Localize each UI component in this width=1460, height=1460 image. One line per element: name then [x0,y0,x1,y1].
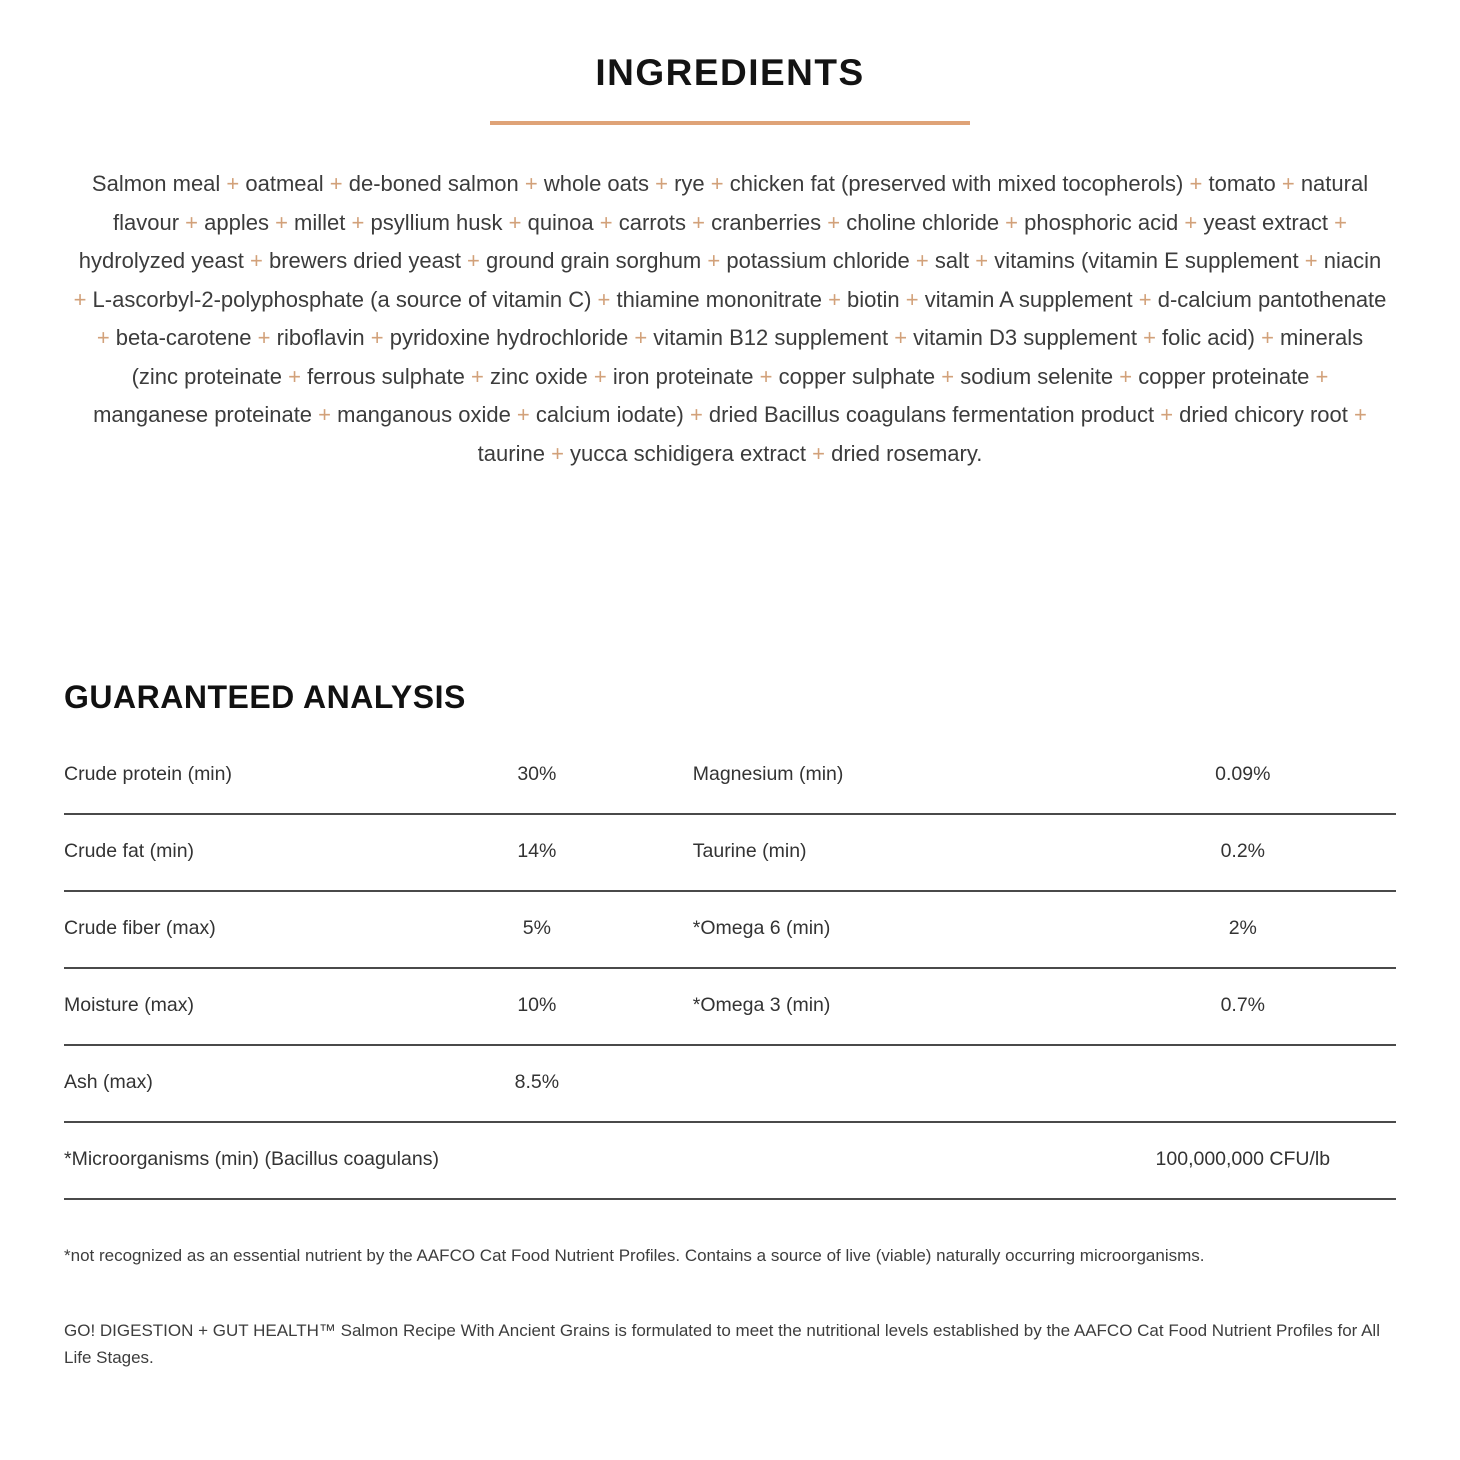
plus-separator: + [1328,209,1348,235]
ingredient-item: riboflavin [276,325,365,350]
analysis-value2: 0.09% [1215,763,1271,785]
ingredient-item: choline chloride [846,209,1000,235]
ingredient-item: natural flavour [112,171,1369,235]
ingredient-item: folic acid) [1162,325,1255,350]
analysis-label1: Crude fiber (max) [64,917,216,939]
plus-separator: + [96,325,116,350]
analysis-value1: 30% [517,763,557,785]
footnote-aafco-nutrient: *not recognized as an essential nutrient by the AAFCO Cat Food Nutrient Profiles. Contains a source of live (viable) naturally occurring microorganisms. [64,1246,1205,1265]
ingredient-item: ground grain sorghum [486,248,702,273]
plus-separator: + [1275,171,1301,196]
ingredients-list [72,165,1388,473]
ingredient-item: copper proteinate [1138,363,1310,389]
ingredient-item: chicken fat (preserved with mixed tocopherols) [729,171,1184,196]
plus-separator: + [179,209,205,235]
plus-separator: + [220,171,246,196]
plus-separator: + [591,286,617,312]
plus-separator: + [593,209,619,235]
ingredient-item: L-ascorbyl-2-polyphosphate (a source of vitamin C) [92,286,592,312]
plus-separator: + [821,286,848,312]
ingredient-item: carrots [618,209,686,235]
ingredient-item: calcium iodate) [535,402,684,427]
plus-separator: + [1254,325,1281,350]
plus-separator: + [364,325,390,350]
ingredient-item: vitamin B12 supplement [653,325,889,350]
ingredient-item: vitamins (vitamin E supplement [994,248,1299,273]
plus-separator: + [544,440,571,466]
plus-separator: + [701,248,727,273]
plus-separator: + [683,402,709,427]
plus-separator: + [1113,363,1139,389]
analysis-value1: 5% [522,917,551,939]
plus-separator: + [1183,171,1209,196]
ingredient-item: millet [294,209,346,235]
accent-divider [490,121,970,125]
ingredient-item: manganous oxide [337,402,511,427]
ingredient-item: oatmeal [245,171,324,196]
plus-separator: + [628,325,654,350]
plus-separator: + [909,248,935,273]
plus-separator: + [345,209,371,235]
plus-separator: + [753,363,779,389]
plus-separator: + [73,286,93,312]
ingredient-item: apples [204,209,269,235]
ingredient-item: Salmon meal [91,171,221,196]
ingredient-item: dried Bacillus coagulans fermentation product [708,402,1155,427]
ingredient-item: salt [934,248,970,273]
ingredient-item: cranberries [711,209,822,235]
guaranteed-analysis-title: GUARANTEED ANALYSIS [64,679,466,715]
analysis-value2: 0.2% [1220,840,1266,862]
plus-separator: + [969,248,995,273]
plus-separator: + [464,363,490,389]
analysis-label1: Crude fat (min) [64,840,195,862]
ingredient-item: sodium selenite [960,363,1114,389]
analysis-value1: 10% [517,994,557,1016]
plus-separator: + [1178,209,1204,235]
plus-separator: + [888,325,914,350]
ingredient-item: zinc oxide [489,363,588,389]
ingredient-item: manganese proteinate [93,402,313,427]
ingredient-item: brewers dried yeast [268,248,461,273]
plus-separator: + [1347,402,1367,427]
ingredient-item: yeast extract [1203,209,1329,235]
ingredient-item: d-calcium pantothenate [1157,286,1387,312]
analysis-value2: 2% [1228,917,1257,939]
guaranteed-analysis-section [64,679,1396,1371]
ingredient-item: dried chicory root [1179,402,1348,427]
plus-separator: + [587,363,613,389]
ingredients-title: INGREDIENTS [595,52,865,93]
plus-separator: + [899,286,925,312]
plus-separator: + [685,209,712,235]
ingredient-item: taurine [477,440,545,466]
analysis-value-microorganisms: 100,000,000 CFU/lb [1155,1148,1331,1170]
analysis-label1: Crude protein (min) [64,763,232,785]
ingredient-item: ferrous sulphate [307,363,465,389]
plus-separator: + [704,171,730,196]
analysis-row [64,892,1396,969]
ingredient-item: niacin [1323,248,1382,273]
ingredient-item: copper sulphate [778,363,936,389]
analysis-row [64,738,1396,815]
ingredient-item: dried rosemary. [831,440,983,466]
ingredient-item: iron proteinate [612,363,754,389]
ingredient-item: tomato [1208,171,1276,196]
plus-separator: + [460,248,487,273]
plus-separator: + [1309,363,1329,389]
plus-separator: + [312,402,338,427]
plus-separator: + [1132,286,1158,312]
plus-separator: + [1136,325,1163,350]
plus-separator: + [243,248,269,273]
plus-separator: + [282,363,308,389]
analysis-label2: *Omega 3 (min) [692,994,831,1016]
ingredient-item: whole oats [543,171,650,196]
footnote-formulation: GO! DIGESTION + GUT HEALTH™ Salmon Recipe With Ancient Grains is formulated to meet the nutritional levels established by the AAFCO Cat Food Nutrient Profiles for All Life Stages. [64,1321,1380,1367]
plus-separator: + [518,171,544,196]
ingredient-item: quinoa [527,209,594,235]
guaranteed-analysis-table [64,738,1396,1123]
ingredient-item: hydrolyzed yeast [78,248,244,273]
analysis-value1: 8.5% [514,1071,560,1093]
analysis-row [64,969,1396,1046]
plus-separator: + [510,402,536,427]
ingredient-item: minerals (zinc proteinate [131,325,1364,389]
plus-separator: + [935,363,961,389]
ingredient-item: vitamin A supplement [924,286,1133,312]
analysis-value1: 14% [517,840,557,862]
ingredient-item: pyridoxine hydrochloride [389,325,629,350]
ingredient-item: biotin [847,286,900,312]
ingredients-header [64,52,1396,125]
plus-separator: + [323,171,349,196]
plus-separator: + [806,440,832,466]
ingredient-item: vitamin D3 supplement [913,325,1137,350]
analysis-label1: Ash (max) [64,1071,153,1093]
ingredient-item: thiamine mononitrate [616,286,822,312]
analysis-label2: Taurine (min) [692,840,807,862]
plus-separator: + [268,209,295,235]
analysis-value2: 0.7% [1220,994,1266,1016]
plus-separator: + [999,209,1025,235]
plus-separator: + [821,209,847,235]
plus-separator: + [251,325,277,350]
analysis-label2: Magnesium (min) [692,763,844,785]
ingredient-item: psyllium husk [370,209,503,235]
plus-separator: + [1154,402,1180,427]
ingredient-item: phosphoric acid [1024,209,1179,235]
ingredient-item: yucca schidigera extract [570,440,807,466]
ingredient-item: potassium chloride [726,248,910,273]
analysis-label-microorganisms: *Microorganisms (min) (Bacillus coagulans) [64,1148,439,1170]
ingredient-item: beta-carotene [115,325,252,350]
ingredient-item: rye [674,171,705,196]
plus-separator: + [1298,248,1324,273]
plus-separator: + [649,171,675,196]
analysis-row-microorganisms [64,1123,1396,1200]
analysis-label2: *Omega 6 (min) [692,917,831,939]
analysis-row [64,815,1396,892]
analysis-row [64,1046,1396,1123]
analysis-label1: Moisture (max) [64,994,195,1016]
ingredient-item: de-boned salmon [348,171,519,196]
plus-separator: + [502,209,528,235]
